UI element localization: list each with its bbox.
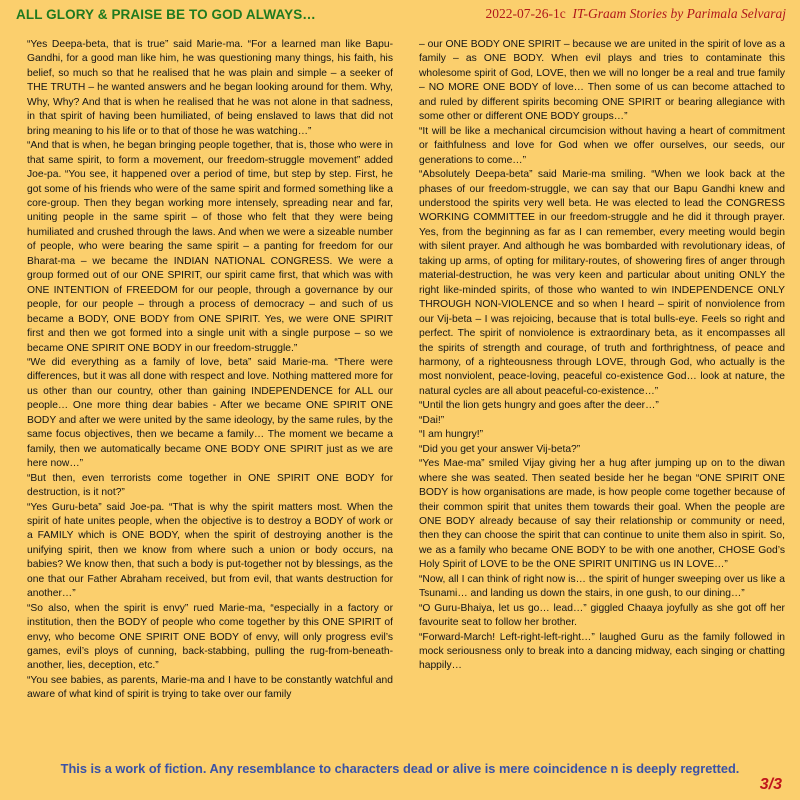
paragraph: “You see babies, as parents, Marie-ma and I have to be constantly watchful and aware of what kind of spirit is trying to take over our family (27, 674, 393, 701)
right-column (419, 38, 785, 750)
paragraph: “Yes Mae-ma” smiled Vijay giving her a hug after jumping up on to the diwan where she was seated. Then seated beside her he began “ONE SPIRIT ONE BODY is how organisations are made, is how people come together because of their common spirit that unites them towards their goal. When the people are ONE BODY already because of say their relationship or community or need, then they can choose the spirit that can continue to unite them also in spirit. So, we as a family who became ONE BODY to be with one another, CHOSE God’s Holy Spirit of LOVE to be the ONE SPIRIT UNITING us IN LOVE…” (419, 458, 785, 571)
header-credit (486, 6, 786, 22)
paragraph: “It will be like a mechanical circumcision without having a heart of commitment or faithfulness and love for God when we offer ourselves, our seeds, our generations to come…” (419, 125, 785, 166)
paragraph: “I am hungry!” (419, 429, 484, 441)
series-title: IT-Graam Stories by Parimala Selvaraj (572, 6, 786, 21)
story-date: 2022-07-26-1c (485, 6, 566, 21)
paragraph: “Did you get your answer Vij-beta?” (419, 443, 581, 455)
paragraph: – our ONE BODY ONE SPIRIT – because we are united in the spirit of love as a family – as ONE BODY. When evil plays and tries to contaminate this wholesome spirit of God, LOVE, then we will no longer be a real and true family – NO MORE ONE BODY of love… Then some of us can become attached to and ruled by different spirits becoming ONE SPIRIT or bearing allegiance with some other or different ONE BODY groups…” (419, 39, 785, 123)
paragraph: “Now, all I can think of right now is… the spirit of hunger sweeping over us like a Tsunami… and landing us down the stairs, in one gush, to our dining…” (419, 573, 785, 600)
paragraph: “And that is when, he began bringing people together, that is, those who were in that same spirit, to form a movement, our freedom-struggle movement” added Joe-pa. “You see, it happened over a period of time, but step by step. First, he got some of his friends who were of the same spirit and formed something like a core-group. Then they began working more intensely, spreading near and far, uniting people in the same spirit – of those who felt that they were being humiliated and crushed through the laws. And when we were a sizeable number of people, who were bearing the same spirit – a panting for freedom for our Bharat-ma – we became the INDIAN NATIONAL CONGRESS. We were a group formed out of our ONE SPIRIT, our spirit came first, that which was with ONE INTENTION of FREEDOM for our people, through a governance by our people, for our people – through a process of democracy – and such of us became a BODY, ONE BODY from ONE SPIRIT. Yes, we were ONE SPIRIT first and then we got formed into a single unit with a single purpose – so we became ONE SPIRIT ONE BODY in our freedom-struggle.” (27, 140, 393, 354)
fiction-disclaimer: This is a work of fiction. Any resemblance to characters dead or alive is mere coincidence n is deeply regretted. (60, 761, 740, 776)
paragraph: “But then, even terrorists come together in ONE SPIRIT ONE BODY for destruction, is it not?” (27, 472, 393, 499)
paragraph: “Yes Deepa-beta, that is true” said Marie-ma. “For a learned man like Bapu-Gandhi, for a good man like him, he was questioning many things, his faith, his belief, so much so that he realised that he was plain and simple – a seeker of THE TRUTH – he wanted answers and he began looking around for them. Why, Why, Why? And that is when he realised that he was not alone in that sadness, in that spirit of having been humiliated, of being enslaved to laws that did not bring meaning to his life or to that of those he was watching…” (27, 39, 393, 137)
page-number: 3/3 (759, 776, 782, 793)
paragraph: “We did everything as a family of love, beta” said Marie-ma. “There were differences, but it was all done with respect and love. Nothing mattered more for us other than our country, other than gaining INDEPENDENCE for ALL our people… One more thing dear babies - After we became ONE SPIRIT ONE BODY and after we were united by the same ideology, by the same rules, by the same focus objectives, then we became a family… The moment we became a family, then we automatically became ONE BODY ONE SPIRIT just as we are here now…” (27, 356, 393, 470)
header-tagline: ALL GLORY & PRAISE BE TO GOD ALWAYS… (16, 7, 316, 22)
paragraph: “Forward-March! Left-right-left-right…” laughed Guru as the family followed in mock seriousness only to break into a dancing midway, each singing or chatting happily… (419, 631, 785, 672)
paragraph: “Dai!” (419, 414, 445, 426)
story-body (27, 38, 785, 750)
left-column (27, 38, 393, 750)
paragraph: “So also, when the spirit is envy” rued Marie-ma, “especially in a factory or institution, then the BODY of people who come together by this ONE SPIRIT of envy, who become ONE SPIRIT ONE BODY of envy, will only progress evil’s games, evil’s ploys of cunning, back-stabbing, pulling the rug-from-beneath-another, lies, deception, etc.” (27, 602, 393, 672)
paragraph: “O Guru-Bhaiya, let us go… lead…” giggled Chaaya joyfully as she got off her favourite seat to follow her brother. (419, 602, 785, 629)
paragraph: “Until the lion gets hungry and goes after the deer…” (419, 400, 659, 412)
paragraph: “Yes Guru-beta” said Joe-pa. “That is why the spirit matters most. When the spirit of hate unites people, when the objective is to destroy a BODY of work or a FAMILY which is ONE BODY, when the spirit of destroying another is the unifying spirit, then we know from where such a union or body occurs, na babies? We know then, that such a body is put-together not by blessings, as the one that our Father Abraham received, but from evil, that wants destruction for another…” (27, 501, 393, 600)
paragraph: “Absolutely Deepa-beta” said Marie-ma smiling. “When we look back at the phases of our freedom-struggle, we can say that our Bapu Gandhi knew and understood the spirits very well beta. He was elected to lead the CONGRESS WORKING COMMITTEE in our freedom-struggle and he did it through prayer. Yes, from the beginning as far as I can remember, every meeting would begin with silent prayer. And although he was bombarded with revolutionary ideas, of taking up arms, of opting for military-routes, of showering fires of anger through material-destruction, he was very keen and particular about uniting ONLY the right like-minded spirits, of those who wanted to win INDEPENDENCE ONLY THROUGH NON-VIOLENCE and so when I heard – spirit of nonviolence from our Vij-beta – I was rejoicing, because that is total bulls-eye. Feels so right and perfect. The spirit of nonviolence is extraordinary beta, as it encompasses all the spirits of strength and courage, of truth and forthrightness, of peace and harmony, of a righteousness through LOVE, through God, who actually is the most nonviolent, peace-loving, peaceful co-existence God… look at nature, the natural cycles are all about peaceful-co-existence…” (419, 169, 785, 397)
